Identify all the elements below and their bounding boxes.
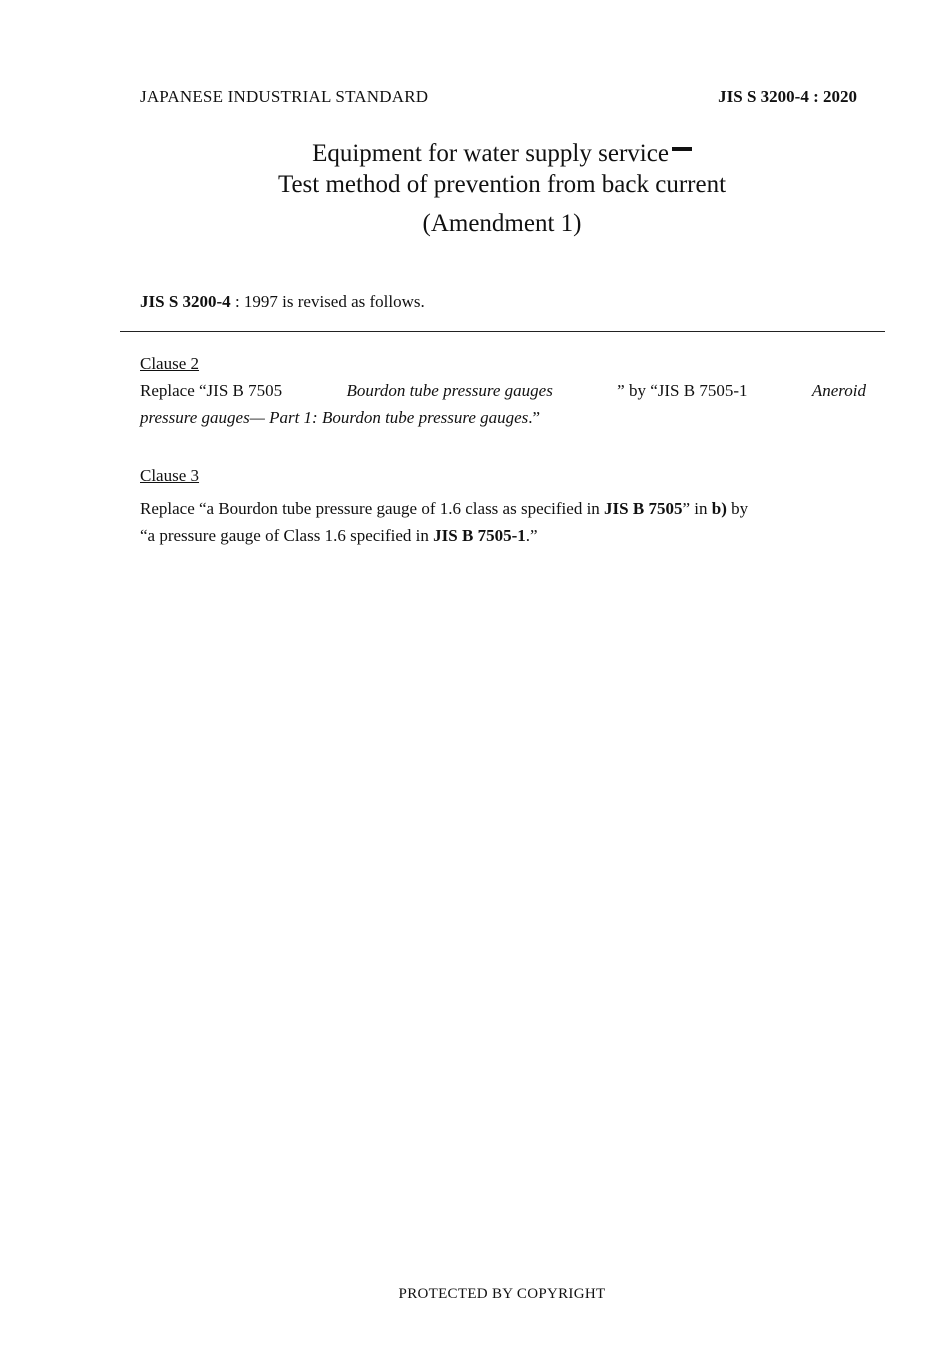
clause-3-text-end: .” (525, 526, 538, 545)
title-line-1 (0, 138, 950, 169)
clause-3-body (140, 495, 866, 549)
revision-statement (140, 292, 425, 312)
clause-2-text-a: Replace “JIS B 7505 (140, 381, 283, 400)
clause-2-line-1 (140, 377, 866, 404)
clause-3-ref-old: JIS B 7505 (604, 499, 683, 518)
clause-3-heading: Clause 3 (140, 466, 200, 485)
title-line-2: Test method of prevention from back current (277, 171, 727, 198)
clause-2-heading: Clause 2 (140, 354, 200, 373)
revision-code: JIS S 3200-4 (140, 292, 231, 311)
clause-3-text-c: ” in (682, 499, 712, 518)
document-title (0, 138, 950, 239)
amendment-label: (Amendment 1) (422, 210, 582, 237)
header-standard-label: JAPANESE INDUSTRIAL STANDARD (140, 87, 429, 106)
clause-3-line-1-text (140, 495, 748, 522)
clause-3-ref-new: JIS B 7505-1 (433, 526, 526, 545)
clause-3-item-ref: b) (711, 499, 727, 518)
clause-2-text-end: .” (528, 408, 541, 427)
clause-2-line-2 (140, 404, 866, 431)
clause-3-text-e: by (726, 499, 749, 518)
clause-2-text-c: ” by “JIS B 7505-1 (617, 381, 748, 400)
clause-3-text-a: Replace “a Bourdon tube pressure gauge of 1.6 class as specified in (140, 499, 605, 518)
clause-3-text-f: “a pressure gauge of Class 1.6 specified in (140, 526, 434, 545)
clause-2-title-old: Bourdon tube pressure gauges (346, 381, 553, 400)
header-standard-number: JIS S 3200-4 : 2020 (718, 87, 857, 106)
clause-2-title-new-start: Aneroid (811, 381, 866, 400)
copyright-footer: PROTECTED BY COPYRIGHT (398, 1286, 606, 1302)
clause-2-title-new-end: pressure gauges— Part 1: Bourdon tube pressure gauges (140, 408, 529, 427)
clause-3-line-2 (140, 522, 866, 549)
title-line-1-text: Equipment for water supply service (312, 140, 669, 167)
revision-text: : 1997 is revised as follows. (230, 292, 425, 311)
divider (120, 331, 885, 332)
title-dash (672, 147, 692, 151)
clause-2-body (140, 377, 866, 431)
clause-3-line-1 (140, 495, 866, 522)
